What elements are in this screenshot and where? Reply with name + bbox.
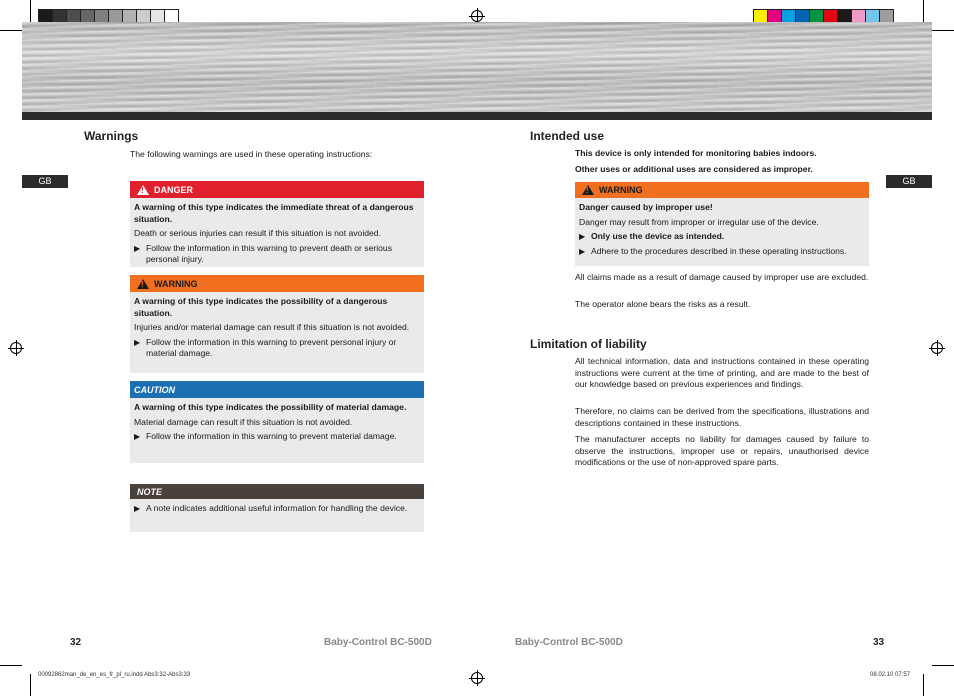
arrow-right-icon: ▶ — [579, 232, 586, 241]
warning-bullet-right-2 — [579, 246, 865, 258]
crop-mark — [30, 0, 31, 22]
section-title-liability: Limitation of liability — [530, 337, 647, 351]
caution-bullet — [134, 431, 420, 443]
caution-bullet-text: Follow the information in this warning to prevent material damage. — [146, 431, 397, 441]
arrow-right-icon: ▶ — [579, 246, 586, 256]
crop-mark — [0, 665, 22, 666]
warning-bullet-right-1-text: Only use the device as intended. — [591, 231, 725, 241]
warning-text-right: Danger may result from improper or irregular use of the device. — [579, 216, 819, 227]
warning-headline-right: Danger caused by improper use! — [579, 202, 713, 212]
warning-text: Injuries and/or material damage can result if this situation is not avoided. — [134, 322, 410, 332]
intended-use-p1: This device is only intended for monitoring babies indoors. — [575, 148, 817, 158]
danger-bullet-text: Follow the information in this warning to prevent death or serious personal injury. — [146, 242, 393, 264]
registration-mark-icon — [471, 672, 483, 684]
registration-mark-icon — [471, 10, 483, 22]
note-box — [130, 484, 424, 532]
danger-headline: A warning of this type indicates the immediate threat of a dangerous situation. — [134, 202, 414, 224]
warning-bullet-text: Follow the information in this warning to prevent personal injury or material damage. — [146, 336, 397, 358]
section-title-intended-use: Intended use — [530, 129, 605, 143]
caution-label: CAUTION — [134, 384, 175, 395]
danger-label: DANGER — [154, 184, 194, 195]
caution-text: Material damage can result if this situation is not avoided. — [134, 416, 353, 427]
footer-title-left: Baby-Control BC-500D — [324, 637, 432, 648]
crop-mark — [923, 674, 924, 696]
danger-box — [130, 181, 424, 267]
warning-header — [130, 275, 424, 292]
crop-mark — [30, 674, 31, 696]
note-bullet — [134, 503, 420, 515]
footer-title-right: Baby-Control BC-500D — [515, 637, 623, 648]
crop-mark — [923, 0, 924, 22]
warning-bullet — [134, 337, 420, 360]
danger-bullet — [134, 243, 420, 266]
warning-headline: A warning of this type indicates the possibility of a dangerous situation. — [134, 296, 388, 318]
caution-headline: A warning of this type indicates the possibility of material damage. — [134, 402, 407, 412]
file-slug: 00092862man_de_en_es_fr_pl_ru.indd Abs3:32-Abs3:33 — [38, 672, 191, 678]
registration-mark-icon — [931, 342, 943, 354]
warning-label: WARNING — [154, 278, 198, 289]
warning-bullet-right-1 — [579, 231, 865, 243]
caution-box — [130, 381, 424, 463]
caution-header — [130, 381, 424, 398]
danger-header — [130, 181, 424, 198]
page-number-right: 33 — [873, 637, 885, 648]
warning-box-right — [575, 182, 869, 266]
crop-mark — [0, 30, 22, 31]
page-number-left: 32 — [70, 637, 82, 648]
language-tab: GB — [886, 175, 932, 188]
danger-text: Death or serious injuries can result if this situation is not avoided. — [134, 228, 381, 238]
warnings-intro: The following warnings are used in these operating instructions: — [130, 149, 373, 159]
warning-bullet-right-2-text: Adhere to the procedures described in these operating instructions. — [591, 245, 847, 256]
arrow-right-icon: ▶ — [134, 504, 141, 513]
crop-mark — [932, 30, 954, 31]
warning-triangle-icon: ! — [582, 185, 594, 195]
registration-mark-icon — [10, 342, 22, 354]
arrow-right-icon: ▶ — [134, 243, 141, 253]
warning-triangle-icon: ! — [137, 279, 149, 289]
arrow-right-icon: ▶ — [134, 432, 141, 441]
arrow-right-icon: ▶ — [134, 337, 141, 347]
note-label: NOTE — [137, 486, 163, 497]
warning-triangle-icon: ! — [137, 185, 149, 195]
language-tab: GB — [22, 175, 68, 188]
header-rule — [22, 112, 932, 120]
risks-text: The operator alone bears the risks as a result. — [575, 299, 751, 309]
intended-use-p2: Other uses or additional uses are considered as improper. — [575, 164, 813, 174]
brushed-metal-header — [22, 22, 932, 112]
print-timestamp: 08.02.10 07:57 — [870, 672, 911, 678]
warning-label-right: WARNING — [599, 185, 643, 195]
warning-box — [130, 275, 424, 373]
liability-p3: The manufacturer accepts no liability for damages caused by failure to observe the instructions, improper use or repairs, unauthorised device modifications or the use of non-approved spare parts. — [575, 434, 869, 467]
liability-p2: Therefore, no claims can be derived from the specifications, illustrations and descriptions contained in these instructions. — [575, 406, 869, 428]
note-header — [130, 484, 424, 499]
warning-header-right — [575, 182, 869, 198]
crop-mark — [932, 665, 954, 666]
note-bullet-text: A note indicates additional useful information for handling the device. — [146, 503, 408, 513]
claims-text: All claims made as a result of damage caused by improper use are excluded. — [575, 272, 869, 282]
liability-p1: All technical information, data and instructions contained in these operating instructions were current at the time of printing, and are made to the best of our knowledge based on previous experiences and findings. — [575, 356, 869, 389]
section-title-warnings: Warnings — [84, 129, 139, 143]
